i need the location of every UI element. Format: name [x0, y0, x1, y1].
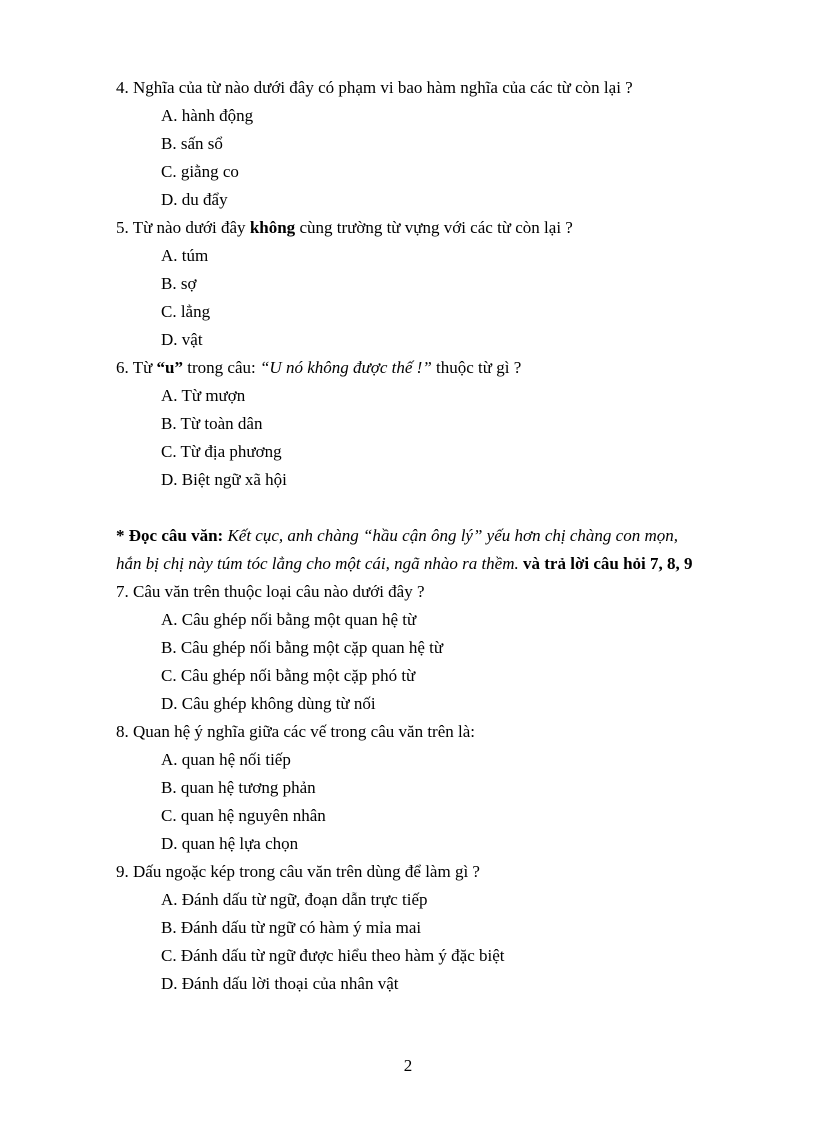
question-9-option-d: D. Đánh dấu lời thoại của nhân vật	[161, 974, 399, 993]
question-5-option-b: B. sợ	[161, 274, 197, 293]
question-6-option-c: C. Từ địa phương	[161, 442, 282, 461]
passage-text-2: hắn bị chị này túm tóc lẳng cho một cái, ngã nhào ra thềm.	[116, 554, 519, 573]
question-7-option-b: B. Câu ghép nối bằng một cặp quan hệ từ	[161, 638, 444, 657]
question-7-option-c: C. Câu ghép nối bằng một cặp phó từ	[161, 666, 416, 685]
question-6-term: “u”	[156, 358, 184, 377]
question-8-option-b: B. quan hệ tương phản	[161, 778, 316, 797]
question-6-quote: “U nó không được thế !”	[259, 358, 432, 377]
question-9-option-b: B. Đánh dấu từ ngữ có hàm ý mỉa mai	[161, 918, 422, 937]
question-9: 9. Dấu ngoặc kép trong câu văn trên dùng để làm gì ?	[116, 862, 480, 881]
question-4: 4. Nghĩa của từ nào dưới đây có phạm vi bao hàm nghĩa của các từ còn lại ?	[116, 78, 633, 97]
question-5-emphasis: không	[249, 218, 296, 237]
question-6-option-d: D. Biệt ngữ xã hội	[161, 470, 287, 489]
question-4-option-a: A. hành động	[161, 106, 254, 125]
passage-line-1	[116, 526, 678, 546]
passage-instruction: và trả lời câu hỏi 7, 8, 9	[523, 554, 693, 573]
question-8-option-d: D. quan hệ lựa chọn	[161, 834, 299, 853]
question-5-option-c: C. lẳng	[161, 302, 211, 321]
question-6	[116, 358, 521, 378]
question-6-option-b: B. Từ toàn dân	[161, 414, 263, 433]
question-8-option-c: C. quan hệ nguyên nhân	[161, 806, 326, 825]
question-8-option-a: A. quan hệ nối tiếp	[161, 750, 291, 769]
question-7: 7. Câu văn trên thuộc loại câu nào dưới đây ?	[116, 582, 425, 601]
question-5-post: cùng trường từ vựng với các từ còn lại ?	[295, 218, 573, 237]
question-6-option-a: A. Từ mượn	[161, 386, 246, 405]
question-6-mid: trong câu:	[183, 358, 260, 377]
question-5-option-d: D. vật	[161, 330, 203, 349]
passage-label: * Đọc câu văn:	[116, 526, 224, 545]
passage-text-1: Kết cục, anh chàng “hầu cận ông lý” yếu hơn chị chàng con mọn,	[227, 526, 678, 545]
question-9-option-a: A. Đánh dấu từ ngữ, đoạn dẫn trực tiếp	[161, 890, 428, 909]
question-9-option-c: C. Đánh dấu từ ngữ được hiểu theo hàm ý đặc biệt	[161, 946, 505, 965]
question-5	[116, 218, 573, 238]
question-7-option-a: A. Câu ghép nối bằng một quan hệ từ	[161, 610, 417, 629]
question-5-option-a: A. túm	[161, 246, 209, 265]
passage-line-2	[116, 554, 693, 574]
question-4-option-d: D. du đẩy	[161, 190, 228, 209]
question-8: 8. Quan hệ ý nghĩa giữa các vế trong câu văn trên là:	[116, 722, 475, 741]
page-number: 2	[403, 1056, 413, 1075]
question-5-pre: 5. Từ nào dưới đây	[116, 218, 250, 237]
question-6-post: thuộc từ gì ?	[431, 358, 522, 377]
question-6-pre: 6. Từ	[116, 358, 157, 377]
question-4-option-c: C. giằng co	[161, 162, 239, 181]
question-4-option-b: B. sấn sổ	[161, 134, 223, 153]
question-7-option-d: D. Câu ghép không dùng từ nối	[161, 694, 376, 713]
